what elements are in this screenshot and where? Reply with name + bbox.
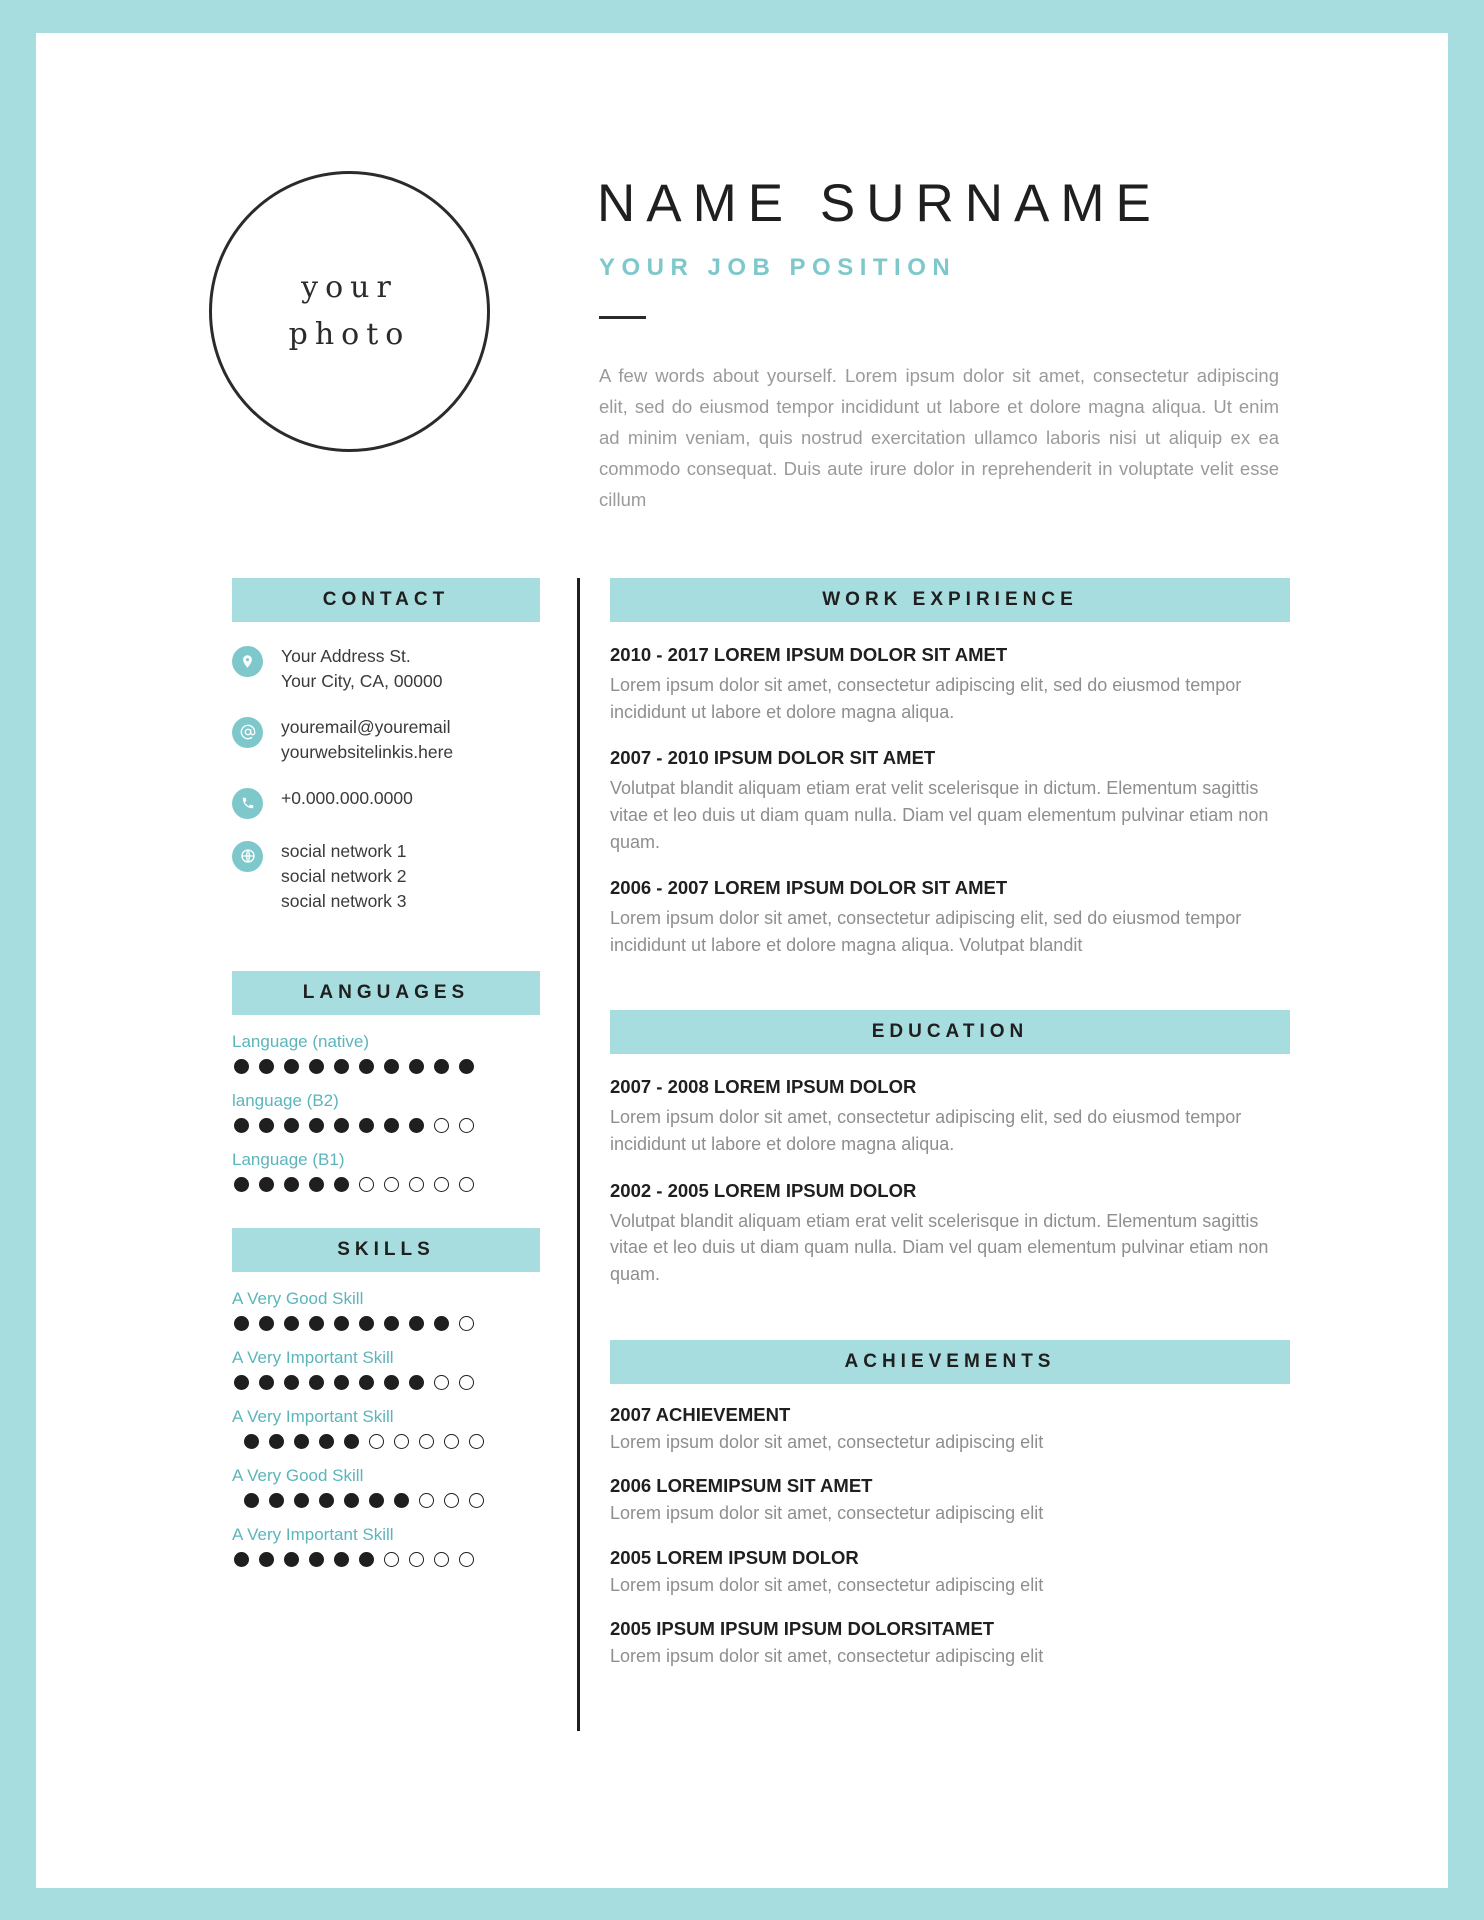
rating-dot: [259, 1118, 274, 1133]
rating-dot: [284, 1059, 299, 1074]
rating-dot: [469, 1493, 484, 1508]
resume-page: [36, 33, 1448, 1888]
rating-dot: [334, 1375, 349, 1390]
language-rating-dots: [232, 1059, 540, 1074]
skill-item: [232, 1525, 540, 1567]
skill-rating-dots: [232, 1493, 540, 1508]
rating-dot: [444, 1434, 459, 1449]
section-title-education: EDUCATION: [871, 1021, 1029, 1043]
contact-list: [232, 644, 540, 915]
skill-item: [232, 1407, 540, 1449]
spacer: [610, 1288, 1290, 1340]
rating-dot: [234, 1552, 249, 1567]
rating-dot: [284, 1552, 299, 1567]
rating-dot: [259, 1316, 274, 1331]
rating-dot: [259, 1177, 274, 1192]
rating-dot: [234, 1375, 249, 1390]
page-title: NAME SURNAME: [597, 174, 1162, 233]
rating-dot: [369, 1434, 384, 1449]
rating-dot: [344, 1434, 359, 1449]
rating-dot: [294, 1493, 309, 1508]
rating-dot: [309, 1552, 324, 1567]
achievement-entry: [610, 1404, 1290, 1456]
rating-dot: [319, 1493, 334, 1508]
rating-dot: [469, 1434, 484, 1449]
work-entry: [610, 644, 1290, 725]
language-item: [232, 1091, 540, 1133]
rating-dot: [459, 1059, 474, 1074]
job-position: YOUR JOB POSITION: [599, 254, 957, 281]
rating-dot: [334, 1177, 349, 1192]
rating-dot: [419, 1434, 434, 1449]
rating-dot: [419, 1493, 434, 1508]
contact-address-text: [281, 644, 442, 695]
section-title-work: WORK EXPIRIENCE: [822, 589, 1078, 610]
rating-dot: [434, 1552, 449, 1567]
rating-dot: [359, 1316, 374, 1331]
languages-list: [232, 1032, 540, 1192]
skill-item: [232, 1466, 540, 1508]
rating-dot: [359, 1177, 374, 1192]
spacer: [232, 1192, 540, 1228]
achievement-entry-body: Lorem ipsum dolor sit amet, consectetur adipiscing elit: [610, 1574, 1044, 1595]
about-text: A few words about yourself. Lorem ipsum dolor sit amet, consectetur adipiscing elit, sed do eiusmod tempor incididunt ut labore et dolore magna aliqua. Ut enim ad minim veniam, quis nostrud exercitation ullamco laboris nisi ut aliquip ex ea commodo consequat. Duis aute irure dolor in reprehenderit in voluptate velit esse cillum: [599, 365, 1279, 511]
education-entry-title: 2002 - 2005 LOREM IPSUM DOLOR: [610, 1179, 917, 1201]
skill-rating-dots: [232, 1375, 540, 1390]
rating-dot: [309, 1375, 324, 1390]
contact-social-text[interactable]: [281, 839, 406, 915]
rating-dot: [284, 1118, 299, 1133]
header-divider-rule: [599, 316, 646, 319]
rating-dot: [309, 1118, 324, 1133]
contact-item-social: [232, 839, 540, 915]
section-title-languages: LANGUAGES: [302, 981, 470, 1003]
rating-dot: [434, 1059, 449, 1074]
rating-dot: [309, 1316, 324, 1331]
achievement-entry: [610, 1475, 1290, 1527]
right-column: [610, 578, 1290, 1670]
social-line1[interactable]: social network 1: [281, 840, 407, 861]
rating-dot: [344, 1493, 359, 1508]
section-title-achievements: ACHIEVEMENTS: [844, 1350, 1056, 1372]
rating-dot: [409, 1059, 424, 1074]
left-column: [232, 578, 540, 1567]
section-title-contact: CONTACT: [322, 589, 450, 610]
work-entry-title: 2010 - 2017 LOREM IPSUM DOLOR SIT AMET: [610, 644, 1008, 665]
achievement-entry-title: 2005 IPSUM IPSUM IPSUM DOLORSITAMET: [610, 1618, 995, 1640]
rating-dot: [359, 1375, 374, 1390]
work-entry-body: Lorem ipsum dolor sit amet, consectetur adipiscing elit, sed do eiusmod tempor incididunt ut labore et dolore magna aliqua. Volutpat blandit: [610, 908, 1242, 955]
work-entry: [610, 747, 1290, 855]
achievement-entry-title: 2007 ACHIEVEMENT: [610, 1403, 791, 1425]
contact-item-address: [232, 644, 540, 695]
skills-list: [232, 1289, 540, 1567]
rating-dot: [384, 1552, 399, 1567]
section-header-languages: [232, 971, 540, 1015]
rating-dot: [294, 1434, 309, 1449]
contact-email-text[interactable]: [281, 715, 453, 766]
rating-dot: [434, 1375, 449, 1390]
rating-dot: [409, 1552, 424, 1567]
rating-dot: [384, 1177, 399, 1192]
location-pin-icon: [232, 646, 263, 677]
language-rating-dots: [232, 1177, 540, 1192]
rating-dot: [394, 1434, 409, 1449]
work-entry-body: Lorem ipsum dolor sit amet, consectetur adipiscing elit, sed do eiusmod tempor incididunt ut labore et dolore magna aliqua.: [610, 675, 1242, 722]
contact-item-email: [232, 715, 540, 766]
address-line1: Your Address St.: [281, 646, 411, 666]
section-header-work: [610, 578, 1290, 622]
rating-dot: [234, 1177, 249, 1192]
rating-dot: [269, 1493, 284, 1508]
skill-label: A Very Good Skill: [232, 1288, 364, 1308]
phone-line: +0.000.000.0000: [281, 787, 413, 808]
rating-dot: [409, 1177, 424, 1192]
achievement-entry-title: 2005 LOREM IPSUM DOLOR: [610, 1546, 859, 1568]
rating-dot: [434, 1177, 449, 1192]
rating-dot: [244, 1434, 259, 1449]
rating-dot: [334, 1552, 349, 1567]
language-rating-dots: [232, 1118, 540, 1133]
education-entry: [610, 1076, 1290, 1157]
skill-rating-dots: [232, 1552, 540, 1567]
rating-dot: [459, 1177, 474, 1192]
skill-label: A Very Good Skill: [232, 1465, 364, 1485]
social-line3[interactable]: social network 3: [281, 891, 407, 912]
rating-dot: [234, 1316, 249, 1331]
rating-dot: [334, 1118, 349, 1133]
photo-placeholder-line1: your: [301, 270, 398, 305]
contact-phone-text: [281, 786, 413, 811]
work-entries: [610, 644, 1290, 958]
rating-dot: [459, 1375, 474, 1390]
skill-label: A Very Important Skill: [232, 1406, 394, 1426]
rating-dot: [269, 1434, 284, 1449]
education-entry-title: 2007 - 2008 LOREM IPSUM DOLOR: [610, 1076, 917, 1098]
resume-content: [36, 33, 1448, 1888]
rating-dot: [444, 1493, 459, 1508]
rating-dot: [319, 1434, 334, 1449]
skill-label: A Very Important Skill: [232, 1524, 394, 1544]
contact-item-phone: [232, 786, 540, 819]
phone-icon: [232, 788, 263, 819]
work-entry-title: 2007 - 2010 IPSUM DOLOR SIT AMET: [610, 747, 936, 769]
photo-placeholder[interactable]: [209, 171, 490, 452]
language-label: language (B2): [232, 1090, 339, 1110]
rating-dot: [259, 1375, 274, 1390]
column-divider: [577, 578, 580, 1731]
language-label: Language (B1): [232, 1149, 345, 1169]
address-line2: Your City, CA, 00000: [281, 671, 443, 692]
resume-header: [36, 33, 1448, 553]
website-line[interactable]: yourwebsitelinkis.here: [281, 742, 454, 763]
achievement-entry-title: 2006 LOREMIPSUM SIT AMET: [610, 1475, 873, 1497]
rating-dot: [459, 1118, 474, 1133]
rating-dot: [384, 1316, 399, 1331]
rating-dot: [359, 1552, 374, 1567]
email-line[interactable]: youremail@youremail: [281, 716, 451, 737]
rating-dot: [234, 1059, 249, 1074]
rating-dot: [334, 1316, 349, 1331]
achievement-entry: [610, 1547, 1290, 1599]
education-entry-body: Volutpat blandit aliquam etiam erat velit scelerisque in dictum. Elementum sagittis vitae et leo duis ut diam quam nulla. Diam vel quam elementum pulvinar etiam non quam.: [610, 1210, 1269, 1284]
rating-dot: [394, 1493, 409, 1508]
rating-dot: [284, 1375, 299, 1390]
achievement-entries: [610, 1404, 1290, 1671]
rating-dot: [384, 1118, 399, 1133]
education-entries: [610, 1076, 1290, 1287]
achievement-entry: [610, 1618, 1290, 1670]
skill-rating-dots: [232, 1434, 540, 1449]
work-entry-body: Volutpat blandit aliquam etiam erat velit scelerisque in dictum. Elementum sagittis vitae et leo duis ut diam quam nulla. Diam vel quam elementum pulvinar etiam non quam.: [610, 778, 1269, 852]
rating-dot: [409, 1316, 424, 1331]
section-title-skills: SKILLS: [337, 1238, 435, 1260]
skill-item: [232, 1289, 540, 1331]
language-label: Language (native): [232, 1031, 370, 1051]
rating-dot: [309, 1059, 324, 1074]
section-header-achievements: [610, 1340, 1290, 1384]
rating-dot: [369, 1493, 384, 1508]
rating-dot: [259, 1059, 274, 1074]
achievement-entry-body: Lorem ipsum dolor sit amet, consectetur adipiscing elit: [610, 1646, 1044, 1667]
rating-dot: [259, 1552, 274, 1567]
spacer: [610, 958, 1290, 1010]
rating-dot: [234, 1118, 249, 1133]
photo-placeholder-line2: photo: [288, 316, 411, 352]
education-entry: [610, 1180, 1290, 1288]
work-entry: [610, 877, 1290, 958]
skill-label: A Very Important Skill: [232, 1347, 394, 1367]
skill-item: [232, 1348, 540, 1390]
rating-dot: [284, 1316, 299, 1331]
skill-rating-dots: [232, 1316, 540, 1331]
rating-dot: [409, 1375, 424, 1390]
rating-dot: [334, 1059, 349, 1074]
language-item: [232, 1150, 540, 1192]
language-item: [232, 1032, 540, 1074]
education-entry-body: Lorem ipsum dolor sit amet, consectetur adipiscing elit, sed do eiusmod tempor incididunt ut labore et dolore magna aliqua.: [610, 1107, 1242, 1154]
rating-dot: [284, 1177, 299, 1192]
globe-icon: [232, 841, 263, 872]
section-header-contact: [232, 578, 540, 622]
rating-dot: [434, 1316, 449, 1331]
rating-dot: [359, 1059, 374, 1074]
work-entry-title: 2006 - 2007 LOREM IPSUM DOLOR SIT AMET: [610, 877, 1008, 899]
rating-dot: [434, 1118, 449, 1133]
rating-dot: [409, 1118, 424, 1133]
achievement-entry-body: Lorem ipsum dolor sit amet, consectetur adipiscing elit: [610, 1503, 1044, 1524]
rating-dot: [459, 1552, 474, 1567]
social-line2[interactable]: social network 2: [281, 865, 407, 886]
at-sign-icon: [232, 717, 263, 748]
rating-dot: [309, 1177, 324, 1192]
section-header-skills: [232, 1228, 540, 1272]
section-header-education: [610, 1010, 1290, 1054]
rating-dot: [384, 1375, 399, 1390]
rating-dot: [359, 1118, 374, 1133]
rating-dot: [244, 1493, 259, 1508]
rating-dot: [384, 1059, 399, 1074]
rating-dot: [459, 1316, 474, 1331]
achievement-entry-body: Lorem ipsum dolor sit amet, consectetur adipiscing elit: [610, 1431, 1044, 1452]
spacer: [232, 935, 540, 971]
